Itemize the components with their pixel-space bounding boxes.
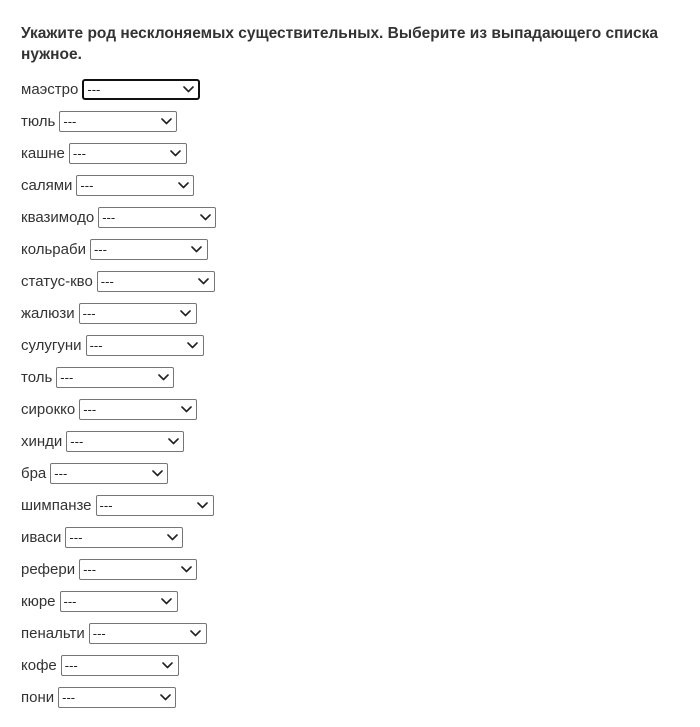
word-label: салями: [21, 176, 73, 194]
gender-select-value: ---: [64, 657, 78, 673]
word-list: [21, 73, 700, 713]
gender-select[interactable]: [65, 527, 183, 548]
word-label: кольраби: [21, 240, 86, 258]
chevron-down-icon: [190, 242, 204, 256]
chevron-down-icon: [158, 690, 172, 704]
gender-select-value: ---: [102, 209, 116, 225]
gender-select[interactable]: [79, 303, 197, 324]
gender-select-value: ---: [63, 593, 77, 609]
word-row: [21, 73, 700, 105]
chevron-down-icon: [166, 434, 180, 448]
word-label: толь: [21, 368, 53, 386]
chevron-down-icon: [198, 210, 212, 224]
chevron-down-icon: [159, 114, 173, 128]
gender-select-value: ---: [83, 401, 97, 417]
gender-select-value: ---: [83, 561, 97, 577]
gender-select-value: ---: [100, 273, 114, 289]
word-label: хинди: [21, 432, 63, 450]
gender-select-value: ---: [70, 433, 84, 449]
chevron-down-icon: [165, 530, 179, 544]
word-row: [21, 393, 700, 425]
word-label: кюре: [21, 592, 56, 610]
gender-select[interactable]: [60, 591, 178, 612]
word-label: квазимодо: [21, 208, 95, 226]
word-label: пенальти: [21, 624, 85, 642]
word-label: сирокко: [21, 400, 76, 418]
chevron-down-icon: [181, 82, 195, 96]
gender-select[interactable]: [69, 143, 187, 164]
gender-select[interactable]: [82, 79, 200, 100]
chevron-down-icon: [156, 370, 170, 384]
word-label: сулугуни: [21, 336, 82, 354]
word-row: [21, 137, 700, 169]
word-row: [21, 681, 700, 713]
gender-select-value: ---: [87, 81, 101, 97]
gender-select-value: ---: [89, 337, 103, 353]
chevron-down-icon: [176, 178, 190, 192]
word-label: бра: [21, 464, 47, 482]
word-row: [21, 233, 700, 265]
chevron-down-icon: [161, 658, 175, 672]
gender-select[interactable]: [79, 559, 197, 580]
word-row: [21, 361, 700, 393]
word-row: [21, 489, 700, 521]
chevron-down-icon: [179, 562, 193, 576]
word-label: рефери: [21, 560, 76, 578]
word-row: [21, 105, 700, 137]
word-row: [21, 329, 700, 361]
word-label: шимпанзе: [21, 496, 92, 514]
word-label: иваси: [21, 528, 62, 546]
chevron-down-icon: [186, 338, 200, 352]
gender-select-value: ---: [93, 241, 107, 257]
word-row: [21, 457, 700, 489]
word-row: [21, 553, 700, 585]
gender-select-value: ---: [72, 145, 86, 161]
gender-select[interactable]: [66, 431, 184, 452]
word-label: жалюзи: [21, 304, 75, 322]
gender-select[interactable]: [89, 623, 207, 644]
gender-select-value: ---: [82, 305, 96, 321]
word-row: [21, 265, 700, 297]
gender-select-value: ---: [80, 177, 94, 193]
word-label: кашне: [21, 144, 65, 162]
gender-select[interactable]: [97, 271, 215, 292]
gender-select[interactable]: [90, 239, 208, 260]
chevron-down-icon: [196, 498, 210, 512]
gender-select[interactable]: [79, 399, 197, 420]
gender-select[interactable]: [58, 687, 176, 708]
gender-select[interactable]: [61, 655, 179, 676]
word-label: маэстро: [21, 80, 79, 98]
word-row: [21, 617, 700, 649]
word-row: [21, 649, 700, 681]
word-label: кофе: [21, 656, 57, 674]
word-row: [21, 585, 700, 617]
gender-select-value: ---: [60, 369, 74, 385]
gender-select-value: ---: [92, 625, 106, 641]
gender-select-value: ---: [62, 689, 76, 705]
word-row: [21, 169, 700, 201]
word-label: тюль: [21, 112, 56, 130]
gender-select-value: ---: [69, 529, 83, 545]
gender-select-value: ---: [99, 497, 113, 513]
word-row: [21, 425, 700, 457]
chevron-down-icon: [150, 466, 164, 480]
instruction-text: Укажите род несклоняемых существительных. Выберите из выпадающего списка нужное.: [21, 25, 659, 63]
gender-select-value: ---: [63, 113, 77, 129]
gender-select[interactable]: [56, 367, 174, 388]
gender-select[interactable]: [59, 111, 177, 132]
gender-select-value: ---: [54, 465, 68, 481]
chevron-down-icon: [197, 274, 211, 288]
gender-select[interactable]: [98, 207, 216, 228]
gender-select[interactable]: [86, 335, 204, 356]
word-row: [21, 297, 700, 329]
word-row: [21, 201, 700, 233]
word-row: [21, 521, 700, 553]
chevron-down-icon: [189, 626, 203, 640]
word-label: пони: [21, 688, 55, 706]
chevron-down-icon: [160, 594, 174, 608]
gender-select[interactable]: [76, 175, 194, 196]
word-label: статус-кво: [21, 272, 93, 290]
chevron-down-icon: [169, 146, 183, 160]
gender-select[interactable]: [96, 495, 214, 516]
chevron-down-icon: [179, 402, 193, 416]
chevron-down-icon: [179, 306, 193, 320]
gender-select[interactable]: [50, 463, 168, 484]
